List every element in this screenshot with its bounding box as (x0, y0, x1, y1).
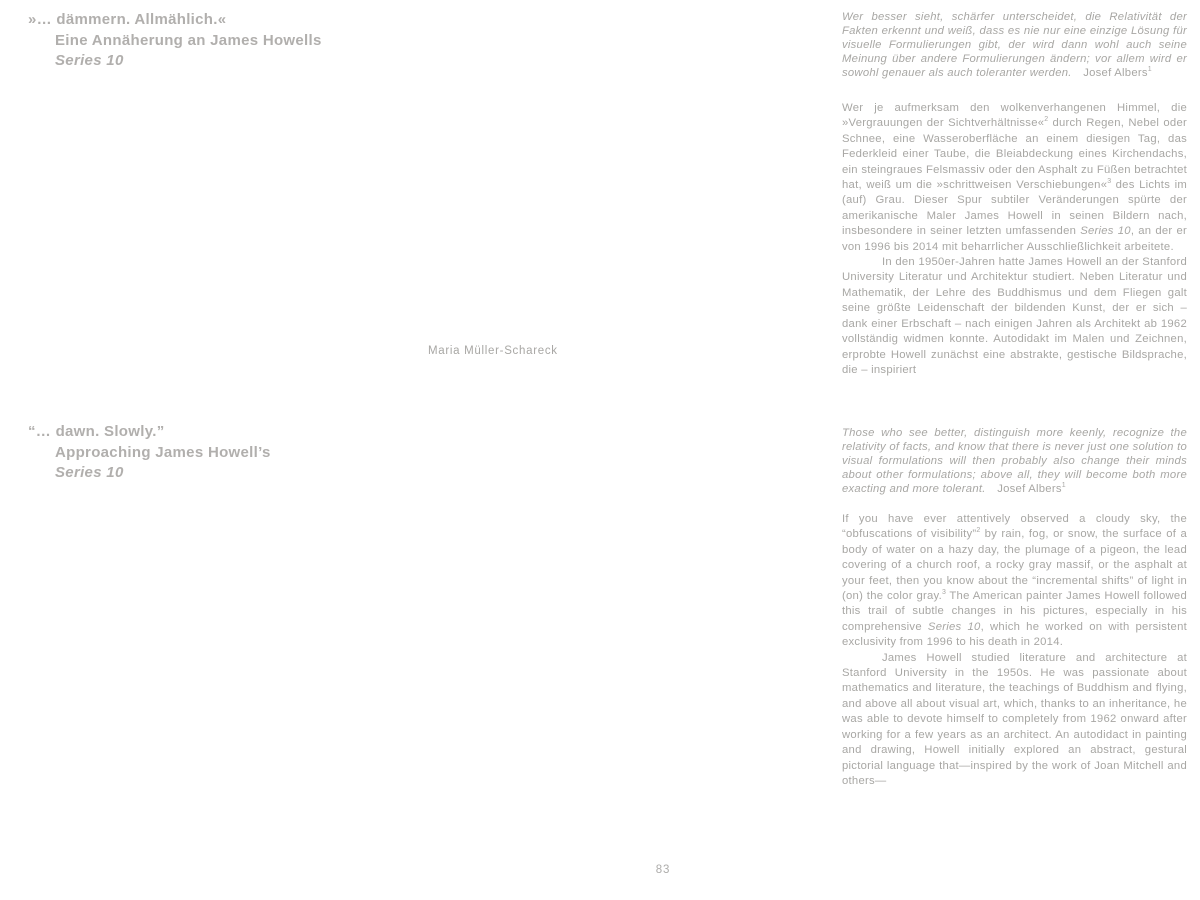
german-paragraph-2: In den 1950er-Jahren hatte James Howell an der Stanford University Literatur und Architektur studiert. Neben Literatur und Mathematik, der Lehre des Buddhismus und dem Fliegen galt seine größte Leidenschaft der bildenden Kunst, der er sich – dank einer Erbschaft – nach einigen Jahren als Architekt ab 1962 vollständig widmen konnte. Autodidakt im Malen und Zeichnen, erprobte Howell zunächst eine abstrakte, gestische Bildsprache, die – inspiriert (842, 256, 1187, 376)
german-paragraph-1: Wer je aufmerksam den wolkenverhangenen Himmel, die »Vergrauungen der Sichtverhältnisse«$^2$ durch Regen, Nebel oder Schnee, eine Wasseroberfläche an einem diesigen Tag, das Federkleid einer Taube, die Bleiabdeckung eines Kirchendachs, ein steingraues Felsmassiv oder den Asphalt zu Füßen betrachtet hat, weiß um die »schrittweisen Verschiebungen«$^3$ des Lichts im (auf) Grau. Dieser Spur subtiler Veränderungen spürte der amerikanische Maler James Howell in seinen Bildern nach, insbesondere in seiner letzten umfassenden Series 10, an der er von 1996 bis 2014 mit beharrlicher Ausschließlichkeit arbeitete. (842, 102, 1188, 253)
english-paragraph-2: James Howell studied literature and architecture at Stanford University in the 1950s. He was passionate about mathematics and literature, the teachings of Buddhism and flying, and above all about visual art, which, thanks to an inheritance, he was able to devote himself to completely from 1962 onward after working for a few years as an architect. An autodidact in painting and drawing, Howell initially explored an abstract, gestural pictorial language that—inspired by the work of Joan Mitchell and others— (842, 651, 1187, 787)
english-body-text (842, 512, 1187, 789)
english-title-line-1: “… dawn. Slowly.” (28, 423, 165, 440)
german-title-series: Series 10 (55, 52, 124, 69)
english-paragraph-1: If you have ever attentively observed a cloudy sky, the “obfuscations of visibility”$^2$ by rain, fog, or snow, the surface of a body of water on a hazy day, the plumage of a pigeon, the lead covering of a church roof, a rocky gray massif, or the asphalt at your feet, then you know about the “incremental shifts” of light in (on) the color gray.$^3$ The American painter James Howell followed this trail of subtle changes in his pictures, especially in his comprehensive Series 10, which he worked on with persistent exclusivity from 1996 to his death in 2014. (842, 513, 1188, 649)
german-body-text (842, 101, 1187, 378)
german-epigraph-quote: Wer besser sieht, schärfer unterscheidet, die Relativität der Fakten erkennt und weiß, dass es nie nur eine einzige Lösung für visuelle Formulierungen gibt, der wird dann wohl auch seine Meinung über andere Formulierungen ändern; vor allem wird er sowohl genauer als auch toleranter werden. Josef Albers$^1$ (842, 11, 1187, 79)
german-title-line-1: »… dämmern. Allmählich.« (28, 11, 227, 28)
author-name: Maria Müller-Schareck (428, 345, 558, 357)
english-epigraph-quote: Those who see better, distinguish more keenly, recognize the relativity of facts, and know that there is never just one solution to visual formulations will then probably also change their minds about other formulations; above all, they will become both more exacting and more tolerant. Josef Albers$^1$ (842, 427, 1187, 495)
german-title-line-2: Eine Annäherung an James Howells (55, 31, 322, 49)
english-title-line-2: Approaching James Howell’s (55, 443, 271, 461)
english-title (28, 422, 271, 484)
german-title (28, 10, 322, 72)
page-number: 83 (655, 864, 671, 876)
english-title-series: Series 10 (55, 464, 124, 481)
